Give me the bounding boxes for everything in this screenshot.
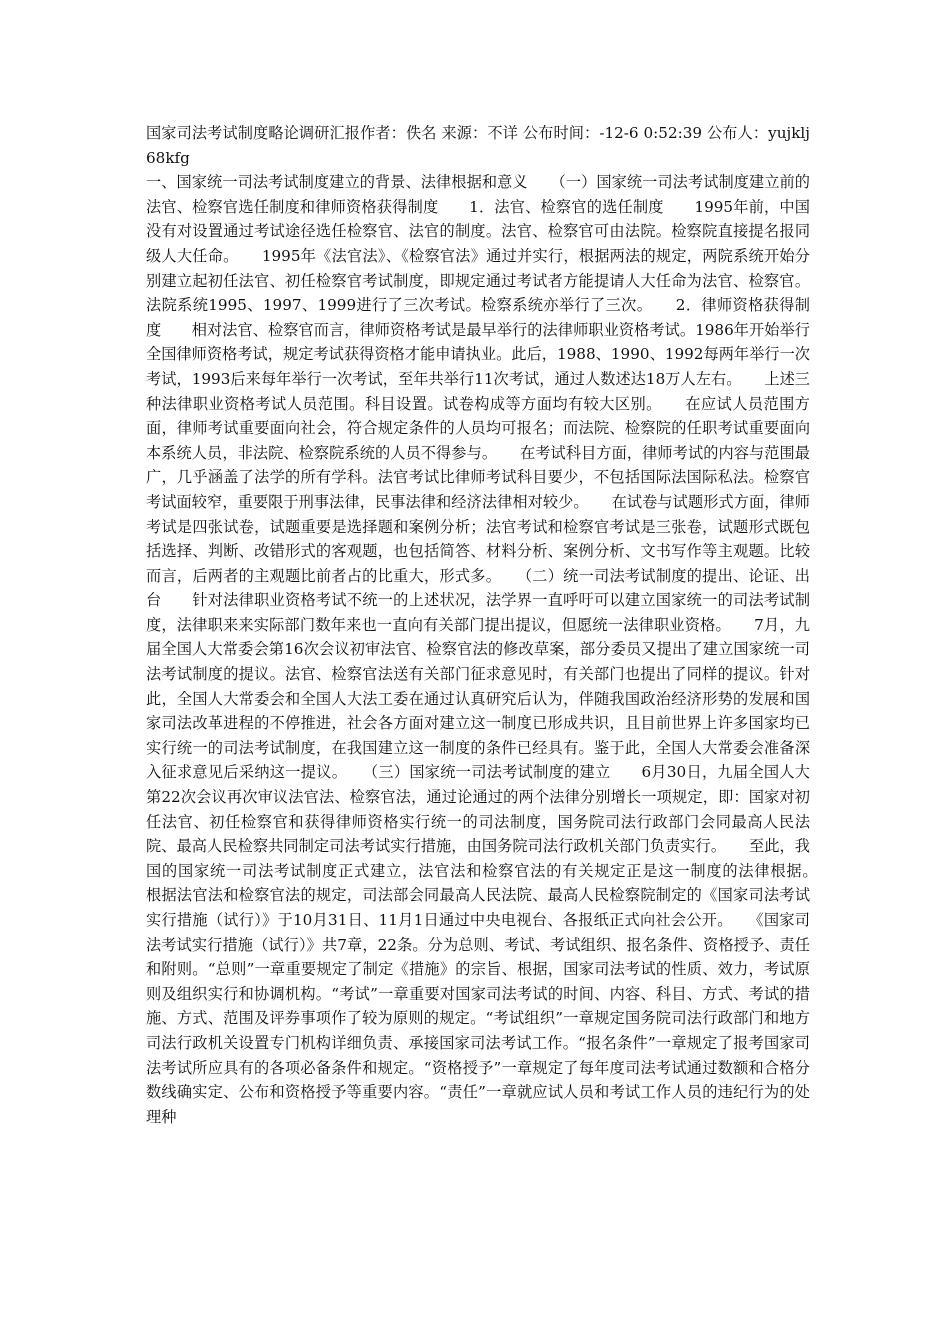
document-body: 一、国家统一司法考试制度建立的背景、法律根据和意义 （一）国家统一司法考试制度建立前的法官、检察官选任制度和律师资格获得制度 1．法官、检察官的选任制度 1995年前，中国没有对设置通过考试途径选任检察官、法官的制度。法官、检察官可由法院。检察院直接提名报同级人大任命。 1995年《法官法》、《检察官法》通过并实行，根据两法的规定，两院系统开始分别建立起初任法官、初任检察官考试制度，即规定通过考试者方能提请人大任命为法官、检察官。法院系统1995、1997、1999进行了三次考试。检察系统亦举行了三次。 2．律师资格获得制度 相对法官、检察官而言，律师资格考试是最早举行的法律师职业资格考试。1986年开始举行全国律师资格考试，规定考试获得资格才能申请执业。此后，1988、1990、1992每两年举行一次考试，1993后来每年举行一次考试，至年共举行11次考试，通过人数述达18万人左右。 上述三种法律职业资格考试人员范围。科目设置。试卷构成等方面均有较大区别。 在应试人员范围方面，律师考试重要面向社会，符合规定条件的人员均可报名；而法院、检察院的任职考试重要面向本系统人员，非法院、检察院系统的人员不得参与。 在考试科目方面，律师考试的内容与范围最广，几乎涵盖了法学的所有学科。法官考试比律师考试科目要少，不包括国际法国际私法。检察官考试面较窄，重要限于刑事法律，民事法律和经济法律相对较少。 在试卷与试题形式方面，律师考试是四张试卷，试题重要是选择题和案例分析；法官考试和检察官考试是三张卷，试题形式既包括选择、判断、改错形式的客观题，也包括简答、材料分析、案例分析、文书写作等主观题。比较而言，后两者的主观题比前者占的比重大，形式多。 （二）统一司法考试制度的提出、论证、出台 针对法律职业资格考试不统一的上述状况，法学界一直呼吁可以建立国家统一的司法考试制度，法律职来来实际部门数年来也一直向有关部门提出提议，但愿统一法律职业资格。 7月，九届全国人大常委会第16次会议初审法官、检察官法的修改草案，部分委员又提出了建立国家统一司法考试制度的提议。法官、检察官法送有关部门征求意见时，有关部门也提出了同样的提议。针对此，全国人大常委会和全国人大法工委在通过认真研究后认为，伴随我国政治经济形势的发展和国家司法改革进程的不停推进，社会各方面对建立这一制度已形成共识，且目前世界上许多国家均已实行统一的司法考试制度，在我国建立这一制度的条件已经具有。鉴于此，全国人大常委会准备深入征求意见后采纳这一提议。 （三）国家统一司法考试制度的建立 6月30日，九届全国人大第22次会议再次审议法官法、检察官法，通过论通过的两个法律分别增长一项规定，即：国家对初任法官、初任检察官和获得律师资格实行统一的司法制度，国务院司法行政部门会同最高人民法院、最高人民检察共同制定司法考试实行措施，由国务院司法行政机关部门负责实行。 至此，我国的国家统一司法考试制度正式建立，法官法和检察官法的有关规定正是这一制度的法律根据。 根据法官法和检察官法的规定，司法部会同最高人民法院、最高人民检察院制定的《国家司法考试实行措施（试行）》于10月31日、11月1日通过中央电视台、各报纸正式向社会公开。 《国家司法考试实行措施（试行）》共7章，22条。分为总则、考试、考试组织、报名条件、资格授予、责任和附则。“总则”一章重要规定了制定《措施》的宗旨、根据，国家司法考试的性质、效力，考试原则及组织实行和协调机构。“考试”一章重要对国家司法考试的时间、内容、科目、方式、考试的措施、方式、范围及评券事项作了较为原则的规定。“考试组织”一章规定国务院司法行政部门和地方司法行政机关设置专门机构详细负责、承接国家司法考试工作。“报名条件”一章规定了报考国家司法考试所应具有的各项必备条件和规定。“资格授予”一章规定了每年度司法考试通过数额和合格分数线确实定、公布和资格授予等重要内容。“责任”一章就应试人员和考试工作人员的违纪行为的处理种 xyxy=(146,173,841,1126)
document-page xyxy=(146,121,841,1129)
document-header: 国家司法考试制度略论调研汇报作者：佚名 来源：不详 公布时间：-12-6 0:52:39 公布人：yujklj68kfg xyxy=(146,124,810,167)
